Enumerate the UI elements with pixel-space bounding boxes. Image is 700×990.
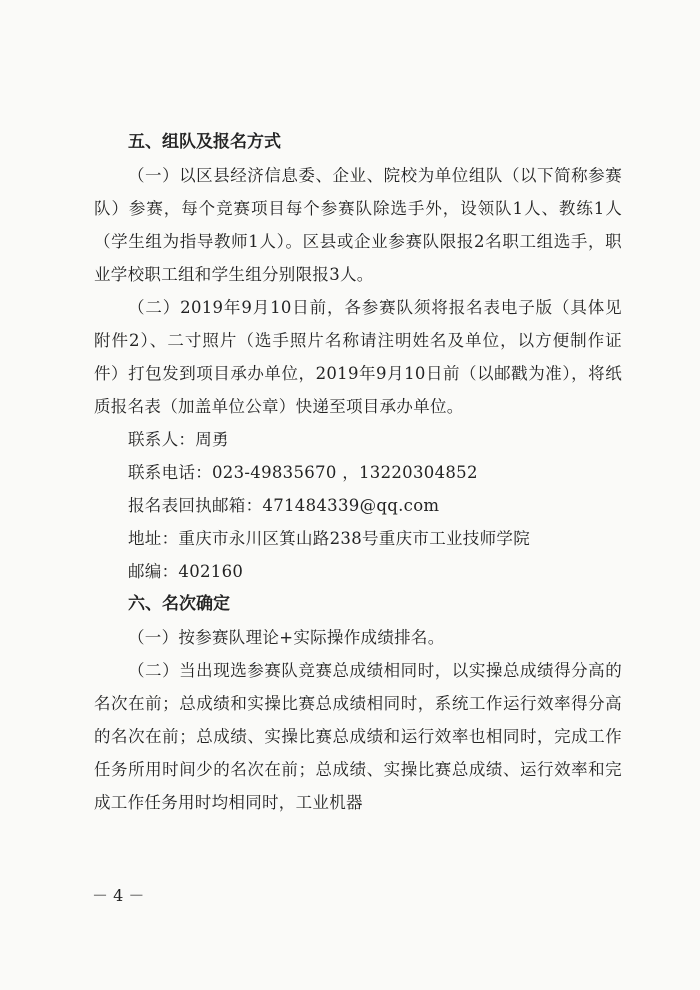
section-heading-ranking: 六、名次确定 (128, 594, 230, 614)
paragraph-registration-deadline: （二）2019年9月10日前，各参赛队须将报名表电子版（具体见附件2）、二寸照片（选手照片名称请注明姓名及单位，以方便制作证件）打包发到项目承办单位，2019年9月10日前（以邮戳为准），将纸质报名表（加盖单位公章）快递至项目承办单位。 (94, 298, 622, 416)
paragraph-ranking-basis: （一）按参赛队理论+实际操作成绩排名。 (128, 628, 445, 647)
registration-email: 报名表回执邮箱：471484339@qq.com (128, 496, 440, 515)
section-heading-team-registration: 五、组队及报名方式 (128, 132, 281, 152)
contact-phone: 联系电话：023-49835670 ，13220304852 (128, 463, 478, 482)
address: 地址：重庆市永川区箕山路238号重庆市工业技师学院 (128, 529, 530, 548)
document-body (94, 126, 622, 819)
contact-person: 联系人：周勇 (128, 430, 229, 449)
paragraph-tie-breaking: （二）当出现选参赛队竞赛总成绩相同时，以实操总成绩得分高的名次在前；总成绩和实操比赛总成绩相同时，系统工作运行效率得分高的名次在前；总成绩、实操比赛总成绩和运行效率也相同时，完成工作任务所用时间少的名次在前；总成绩、实操比赛总成绩、运行效率和完成工作任务用时均相同时，工业机器 (94, 661, 622, 812)
paragraph-team-formation: （一）以区县经济信息委、企业、院校为单位组队（以下简称参赛队）参赛，每个竞赛项目每个参赛队除选手外，设领队1人、教练1人（学生组为指导教师1人）。区县或企业参赛队限报2名职工组选手，职业学校职工组和学生组分别限报3人。 (94, 166, 622, 284)
postcode: 邮编：402160 (128, 562, 244, 581)
page-number: － 4 － (92, 886, 145, 905)
